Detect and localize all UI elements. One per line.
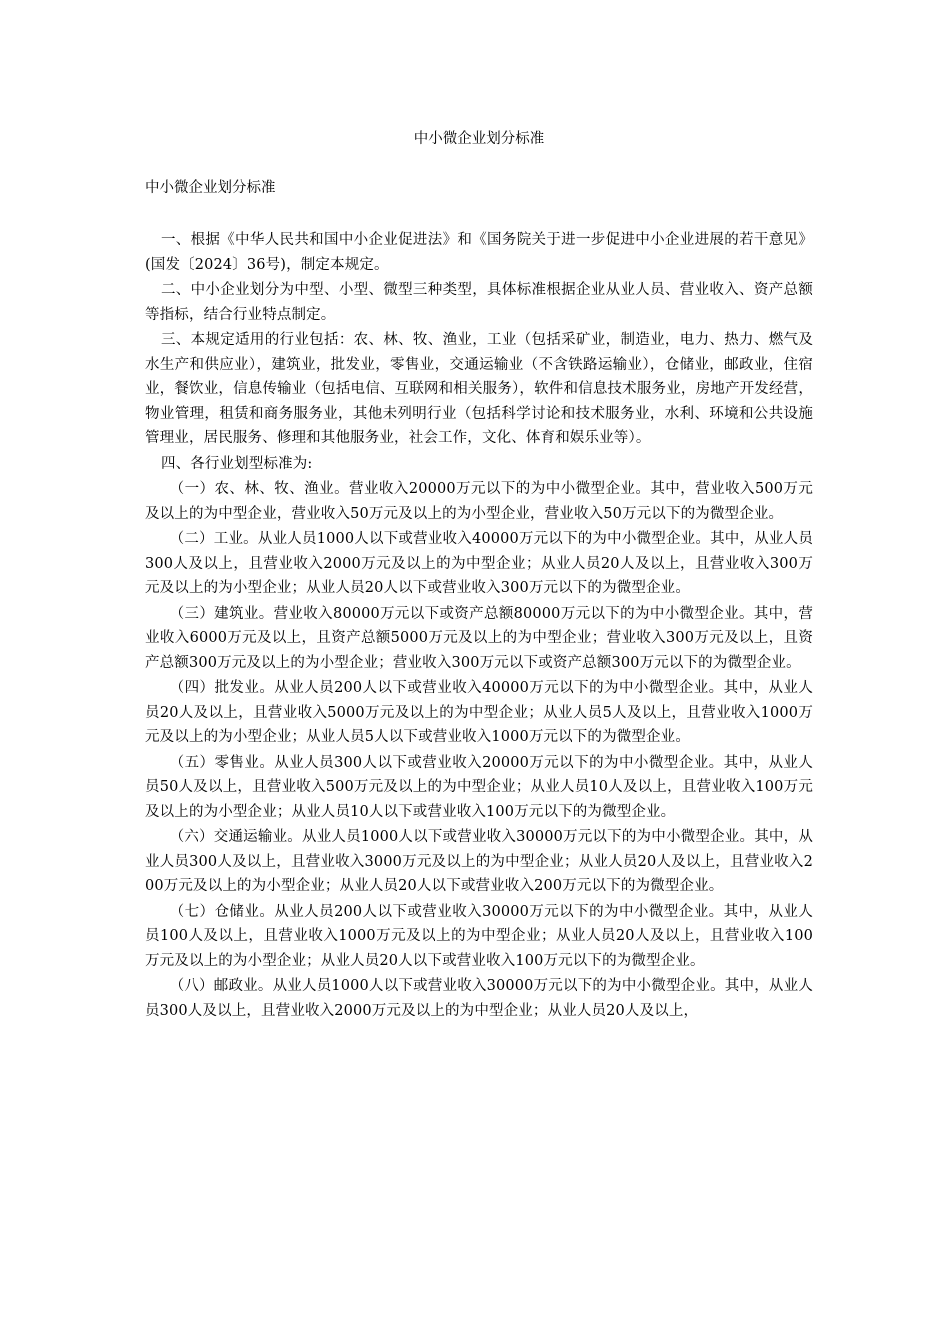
paragraph-construction: （三）建筑业。营业收入80000万元以下或资产总额80000万元以下的为中小微型企业。其中，营业收入6000万元及以上，且资产总额5000万元及以上的为中型企业；营业收入300万元及以上，且资产总额300万元及以上的为小型企业；营业收入300万元以下或资产总额300万元以下的为微型企业。 <box>145 605 813 671</box>
paragraph-wholesale: （四）批发业。从业人员200人以下或营业收入40000万元以下的为中小微型企业。其中，从业人员20人及以上，且营业收入5000万元及以上的为中型企业；从业人员5人及以上，且营业收入1000万元及以上的为小型企业；从业人员5人以下或营业收入1000万元以下的为微型企业。 <box>145 680 813 745</box>
document-title: 中小微企业划分标准 <box>413 131 545 147</box>
document-body <box>145 228 813 1024</box>
paragraph-postal: （八）邮政业。从业人员1000人以下或营业收入30000万元以下的为中小微型企业。其中，从业人员300人及以上，且营业收入2000万元及以上的为中型企业；从业人员20人及以上， <box>145 978 813 1019</box>
paragraph-industry: （二）工业。从业人员1000人以下或营业收入40000万元以下的为中小微型企业。其中，从业人员300人及以上，且营业收入2000万元及以上的为中型企业；从业人员20人及以上，且营业收入300万元及以上的为小型企业；从业人员20人以下或营业收入300万元以下的为微型企业。 <box>145 531 813 596</box>
document-subtitle: 中小微企业划分标准 <box>145 180 276 196</box>
paragraph-4: 四、各行业划型标准为: <box>160 455 313 472</box>
paragraph-3: 三、本规定适用的行业包括：农、林、牧、渔业，工业（包括采矿业，制造业，电力、热力、燃气及水生产和供应业），建筑业，批发业，零售业，交通运输业（不含铁路运输业），仓储业，邮政业，住宿业，餐饮业，信息传输业（包括电信、互联网和相关服务），软件和信息技术服务业，房地产开发经营，物业管理，租赁和商务服务业，其他未列明行业（包括科学讨论和技术服务业，水利、环境和公共设施管理业，居民服务、修理和其他服务业，社会工作，文化、体育和娱乐业等）。 <box>145 332 813 446</box>
paragraph-agriculture: （一）农、林、牧、渔业。营业收入20000万元以下的为中小微型企业。其中，营业收入500万元及以上的为中型企业，营业收入50万元及以上的为小型企业，营业收入50万元以下的为微型企业。 <box>145 481 813 522</box>
paragraph-1: 一、根据《中华人民共和国中小企业促进法》和《国务院关于进一步促进中小企业进展的若干意见》(国发〔2024〕36号)，制定本规定。 <box>145 232 813 273</box>
paragraph-2: 二、中小企业划分为中型、小型、微型三种类型，具体标准根据企业从业人员、营业收入、资产总额等指标，结合行业特点制定。 <box>145 282 813 323</box>
paragraph-retail: （五）零售业。从业人员300人以下或营业收入20000万元以下的为中小微型企业。其中，从业人员50人及以上，且营业收入500万元及以上的为中型企业；从业人员10人及以上，且营业收入100万元及以上的为小型企业；从业人员10人以下或营业收入100万元以下的为微型企业。 <box>145 754 813 820</box>
paragraph-transport: （六）交通运输业。从业人员1000人以下或营业收入30000万元以下的为中小微型企业。其中，从业人员300人及以上，且营业收入3000万元及以上的为中型企业；从业人员20人及以上，且营业收入200万元及以上的为小型企业；从业人员20人以下或营业收入200万元以下的为微型企业。 <box>145 829 813 894</box>
paragraph-warehousing: （七）仓储业。从业人员200人以下或营业收入30000万元以下的为中小微型企业。其中，从业人员100人及以上，且营业收入1000万元及以上的为中型企业；从业人员20人及以上，且营业收入100万元及以上的为小型企业；从业人员20人以下或营业收入100万元以下的为微型企业。 <box>145 903 813 969</box>
